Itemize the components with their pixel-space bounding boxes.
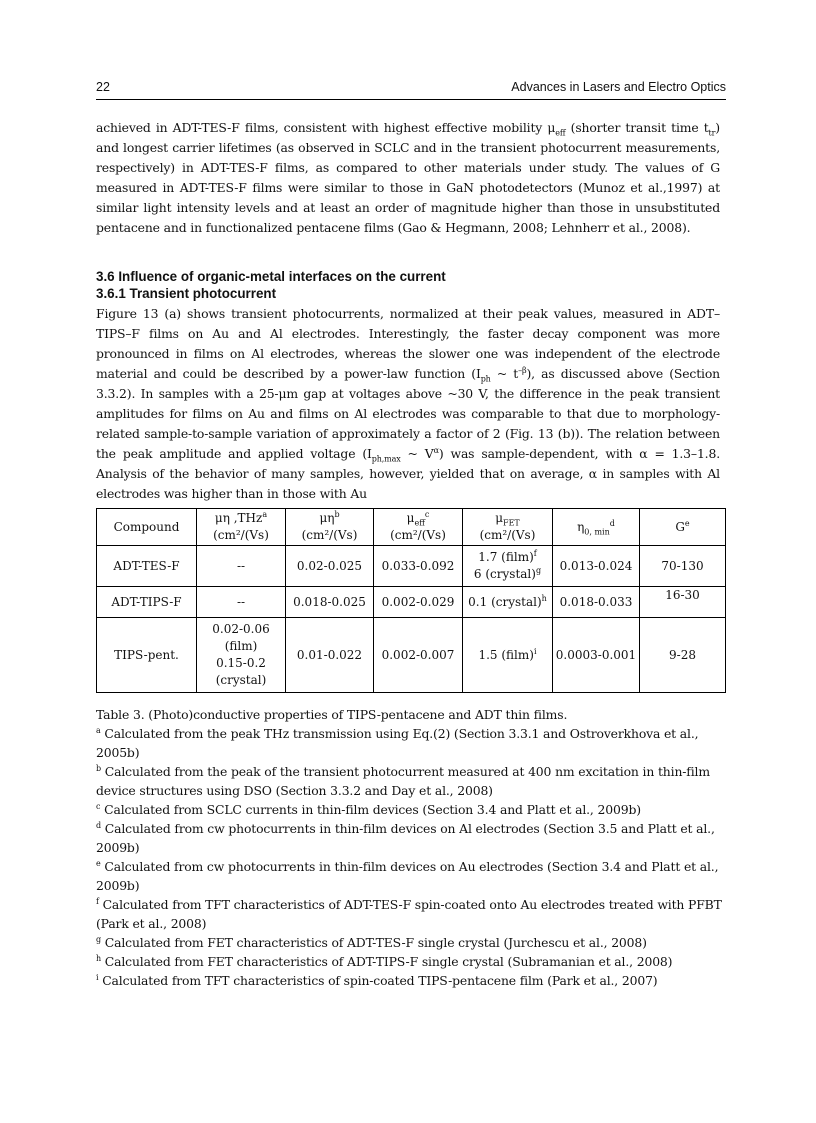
footnote: $^f$ Calculated from TFT characteristics of ADT-TES-F spin-coated onto Au electrodes treated with PFBT (Park et al., 2008) [96,896,722,931]
header-eta: $\eta_{0, min}^d$ [553,509,640,546]
running-title: Advances in Lasers and Electro Optics [511,80,726,94]
cell-mu-transient: 0.01-0.022 [286,618,374,693]
header-effective-mobility: $\mu_{eff}^c$ (cm²/(Vs) [374,509,463,546]
cell-eta: 0.018-0.033 [553,587,640,618]
cell-compound: TIPS-pent. [97,618,197,693]
header-transient-mobility: $\mu\eta^b$ (cm²/(Vs) [286,509,374,546]
footnote: $^i$ Calculated from TFT characteristics of spin-coated TIPS-pentacene film (Park et al., 2007) [96,972,658,988]
cell-gain: 16-30 [640,587,726,618]
cell-eta: 0.0003-0.001 [553,618,640,693]
header-compound: Compound [97,509,197,546]
footnote: $^d$ Calculated from cw photocurrents in thin-film devices on Al electrodes (Section 3.5 and Platt et al., 2009b) [96,820,715,855]
table-row [97,587,726,618]
cell-compound: ADT-TES-F [97,546,197,587]
paragraph-intro: achieved in ADT-TES-F films, consistent with highest effective mobility $\mu_{eff}$ (shorter transit time $t_{tr}$) and longest carrier lifetimes (as observed in SCLC and in the transient photocurrent measurements, respectively) in ADT-TES-F films, as compared to other materials under study. The values of G measured in ADT-TES-F films were similar to those in GaN photodetectors (Munoz et al.,1997) at similar light intensity levels and at least an order of magnitude higher than those in unsubstituted pentacene and in functionalized pentacene films (Gao & Hegmann, 2008; Lehnherr et al., 2008). [96,120,720,235]
cell-mu-transient: 0.02-0.025 [286,546,374,587]
header-thz-mobility: μη ,THz$^a$ (cm²/(Vs) [197,509,286,546]
table-caption: Table 3. (Photo)conductive properties of TIPS-pentacene and ADT thin films. [96,707,568,722]
page-number: 22 [96,80,110,94]
header-gain: $G^e$ [640,509,726,546]
header-rule [96,99,726,100]
cell-eta: 0.013-0.024 [553,546,640,587]
properties-table [96,508,726,693]
footnote: $^a$ Calculated from the peak THz transmission using Eq.(2) (Section 3.3.1 and Ostroverkhova et al., 2005b) [96,725,699,760]
footnote: $^h$ Calculated from FET characteristics of ADT-TIPS-F single crystal (Subramanian et al., 2008) [96,953,673,969]
footnote: $^b$ Calculated from the peak of the transient photocurrent measured at 400 nm excitation in thin-film device structures using DSO (Section 3.3.2 and Day et al., 2008) [96,763,710,798]
cell-thz: -- [197,587,286,618]
cell-gain: 70-130 [640,546,726,587]
subsection-heading: 3.6.1 Transient photocurrent [96,286,277,301]
cell-mu-eff: 0.002-0.029 [374,587,463,618]
table-row [97,618,726,693]
cell-mu-fet: 1.7 (film)$^f$ 6 (crystal)$^g$ [463,546,553,587]
cell-mu-fet: 0.1 (crystal)$^h$ [463,587,553,618]
header-fet-mobility: $\mu_{FET}$ (cm²/(Vs) [463,509,553,546]
page-header [96,80,726,98]
cell-mu-transient: 0.018-0.025 [286,587,374,618]
cell-thz: 0.02-0.06 (film) 0.15-0.2 (crystal) [197,618,286,693]
section-heading: 3.6 Influence of organic-metal interfaces on the current [96,269,446,284]
cell-mu-fet: 1.5 (film)$^i$ [463,618,553,693]
table-row [97,546,726,587]
table-header-row [97,509,726,546]
footnote: $^e$ Calculated from cw photocurrents in thin-film devices on Au electrodes (Section 3.4 and Platt et al., 2009b) [96,858,719,893]
cell-mu-eff: 0.002-0.007 [374,618,463,693]
cell-gain: 9-28 [640,618,726,693]
cell-thz: -- [197,546,286,587]
cell-compound: ADT-TIPS-F [97,587,197,618]
cell-mu-eff: 0.033-0.092 [374,546,463,587]
paragraph-transient: Figure 13 (a) shows transient photocurrents, normalized at their peak values, measured in ADT–TIPS–F films on Au and Al electrodes. Interestingly, the faster decay component was more pronounced in films on Al electrodes, whereas the slower one was independent of the electrode material and could be described by a power-law function ($I_{ph}$ ~ $t^{-\beta}$), as discussed above (Section 3.3.2). In samples with a 25-μm gap at voltages above ~30 V, the difference in the peak transient amplitudes for films on Au and films on Al electrodes was comparable to that due to morphology-related sample-to-sample variation of approximately a factor of 2 (Fig. 13 (b)). The relation between the peak amplitude and applied voltage ($I_{ph,max}$ ~ $V^\alpha$) was sample-dependent, with α = 1.3–1.8. Analysis of the behavior of many samples, however, yielded that on average, α in samples with Al electrodes was higher than in those with Au [96,306,720,501]
footnote: $^c$ Calculated from SCLC currents in thin-film devices (Section 3.4 and Platt et al., 2009b) [96,801,641,817]
table-notes [96,705,726,990]
footnote: $^g$ Calculated from FET characteristics of ADT-TES-F single crystal (Jurchescu et al., 2008) [96,934,647,950]
